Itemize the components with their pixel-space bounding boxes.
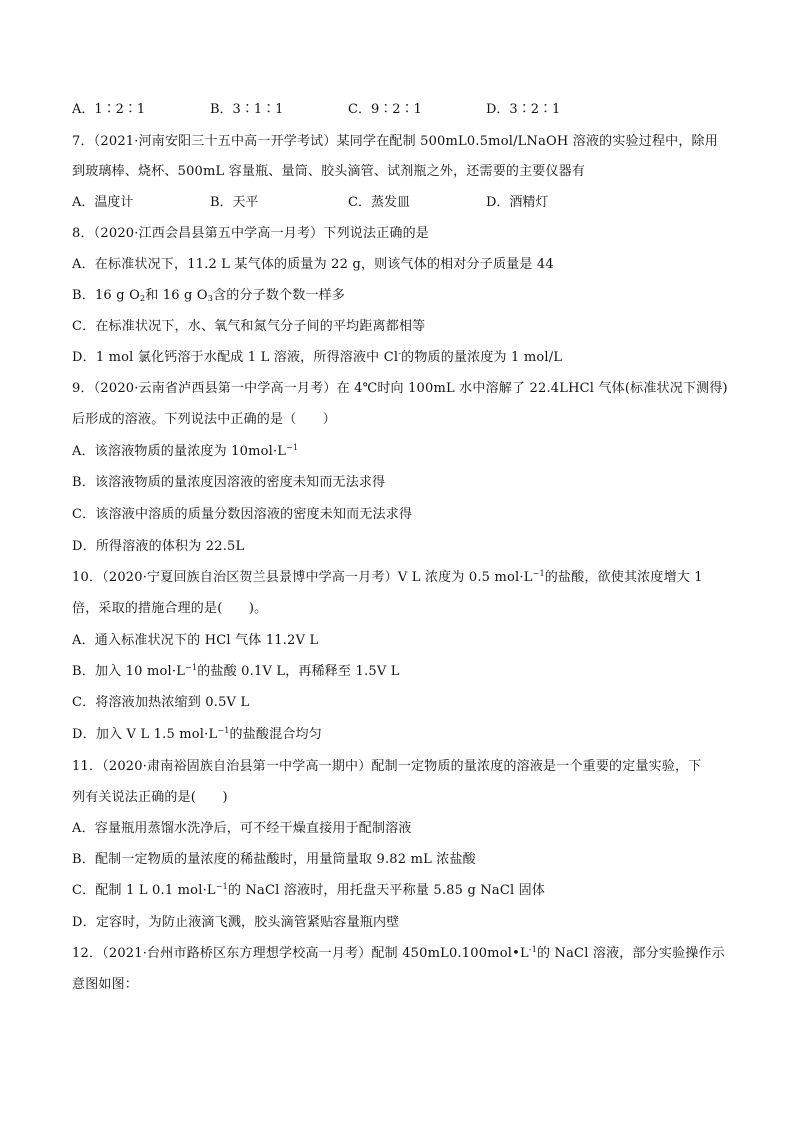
q8-b-subscript-2: 3 — [207, 294, 214, 303]
q11-c-text-end: 的 NaCl 溶液时，用托盘天平称量 5.85 g NaCl 固体 — [227, 883, 546, 898]
q10-stem-text: 10．（2020·宁夏回族自治区贺兰县景博中学高一月考）V L 浓度为 0.5 mol·L — [72, 570, 533, 585]
q8-option-d[interactable] — [72, 347, 734, 369]
q11-stem-line2: 列有关说法正确的是( ) — [72, 790, 228, 805]
q11-c-superscript: −1 — [215, 882, 228, 891]
q11-option-b[interactable]: B．配制一定物质的量浓度的稀盐酸时，用量筒量取 9.82 mL 浓盐酸 — [72, 852, 476, 867]
q12-stem-superscript: -1 — [528, 945, 537, 954]
q7-stem-line1: 7．（2021·河南安阳三十五中高一开学考试）某同学在配制 500mL0.5mol/LNaOH 溶液的实验过程中，除用 — [72, 134, 718, 149]
q8-option-c[interactable]: C．在标准状况下，水、氧气和氮气分子间的平均距离都相等 — [72, 319, 426, 334]
q12-stem-line1 — [72, 943, 734, 965]
q11-option-d[interactable]: D．定容时，为防止液滴飞溅，胶头滴管紧贴容量瓶内壁 — [72, 915, 400, 930]
q10-stem-line2: 倍，采取的措施合理的是( )。 — [72, 601, 268, 616]
q10-option-b[interactable] — [72, 661, 734, 683]
q9-option-b[interactable]: B．该溶液物质的量浓度因溶液的密度未知而无法求得 — [72, 475, 386, 490]
q8-d-superscript: - — [398, 349, 402, 358]
q10-option-d[interactable] — [72, 724, 734, 746]
q10-stem-superscript: −1 — [532, 569, 545, 578]
q9-option-d[interactable]: D．所得溶液的体积为 22.5L — [72, 539, 245, 554]
q7-option-c[interactable]: C．蒸发皿 — [348, 195, 410, 210]
q6-option-b[interactable]: B．3∶1∶1 — [210, 102, 284, 117]
q7-stem-line2: 到玻璃棒、烧杯、500mL 容量瓶、量筒、胶头滴管、试剂瓶之外，还需要的主要仪器有 — [72, 164, 586, 179]
q9-stem-line1: 9．（2020·云南省泸西县第一中学高一月考）在 4℃时向 100mL 水中溶解了 22.4LHCl 气体(标准状况下测得) — [72, 381, 728, 396]
q8-option-b[interactable] — [72, 285, 734, 307]
q8-b-subscript-1: 2 — [139, 294, 146, 303]
q11-option-c[interactable] — [72, 880, 734, 902]
q9-option-c[interactable]: C．该溶液中溶质的质量分数因溶液的密度未知而无法求得 — [72, 507, 413, 522]
q10-b-superscript: −1 — [185, 663, 198, 672]
q10-stem-line1 — [72, 567, 734, 589]
q10-b-text: B．加入 10 mol·L — [72, 664, 186, 679]
q7-option-b[interactable]: B．天平 — [210, 195, 259, 210]
q8-stem: 8．（2020·江西会昌县第五中学高一月考）下列说法正确的是 — [72, 226, 429, 241]
q8-b-text-mid: 和 16 g O — [145, 288, 208, 303]
q7-option-d[interactable]: D．酒精灯 — [486, 195, 549, 210]
q10-option-c[interactable]: C．将溶液加热浓缩到 0.5V L — [72, 695, 250, 710]
q12-stem-text-end: 的 NaCl 溶液，部分实验操作示 — [537, 946, 725, 961]
q10-stem-text-end: 的盐酸，欲使其浓度增大 1 — [544, 570, 703, 585]
q12-stem-text: 12．（2021·台州市路桥区东方理想学校高一月考）配制 450mL0.100mol•L — [72, 946, 529, 961]
q10-d-superscript: −1 — [217, 726, 230, 735]
q8-b-text-end: 含的分子数个数一样多 — [213, 288, 346, 303]
q10-b-text-end: 的盐酸 0.1V L，再稀释至 1.5V L — [197, 664, 400, 679]
q8-b-text: B．16 g O — [72, 288, 140, 303]
q8-d-text-end: 的物质的量浓度为 1 mol/L — [401, 350, 563, 365]
q10-d-text-end: 的盐酸混合均匀 — [229, 727, 322, 742]
q7-option-a[interactable]: A．温度计 — [72, 195, 134, 210]
q9-a-superscript: −1 — [286, 443, 299, 452]
q6-option-d[interactable]: D．3∶2∶1 — [486, 102, 561, 117]
q9-option-a[interactable] — [72, 441, 734, 463]
q6-option-a[interactable]: A．1∶2∶1 — [72, 102, 146, 117]
q9-a-text: A．该溶液物质的量浓度为 10mol·L — [72, 444, 287, 459]
q11-stem-line1: 11．（2020·肃南裕固族自治县第一中学高一期中）配制一定物质的量浓度的溶液是一个重要的定量实验，下 — [72, 759, 702, 774]
q6-option-c[interactable]: C．9∶2∶1 — [348, 102, 422, 117]
q12-stem-line2: 意图如图： — [72, 977, 139, 992]
q11-c-text: C．配制 1 L 0.1 mol·L — [72, 883, 216, 898]
q8-option-a[interactable]: A．在标准状况下，11.2 L 某气体的质量为 22 g，则该气体的相对分子质量是 44 — [72, 257, 554, 272]
q11-option-a[interactable]: A．容量瓶用蒸馏水洗净后，可不经干燥直接用于配制溶液 — [72, 821, 412, 836]
q10-option-a[interactable]: A．通入标准状况下的 HCl 气体 11.2V L — [72, 633, 319, 648]
q10-d-text: D．加入 V L 1.5 mol·L — [72, 727, 218, 742]
q9-stem-line2: 后形成的溶液。下列说法中正确的是（ ） — [72, 412, 337, 427]
q8-d-text: D．1 mol 氯化钙溶于水配成 1 L 溶液，所得溶液中 Cl — [72, 350, 399, 365]
